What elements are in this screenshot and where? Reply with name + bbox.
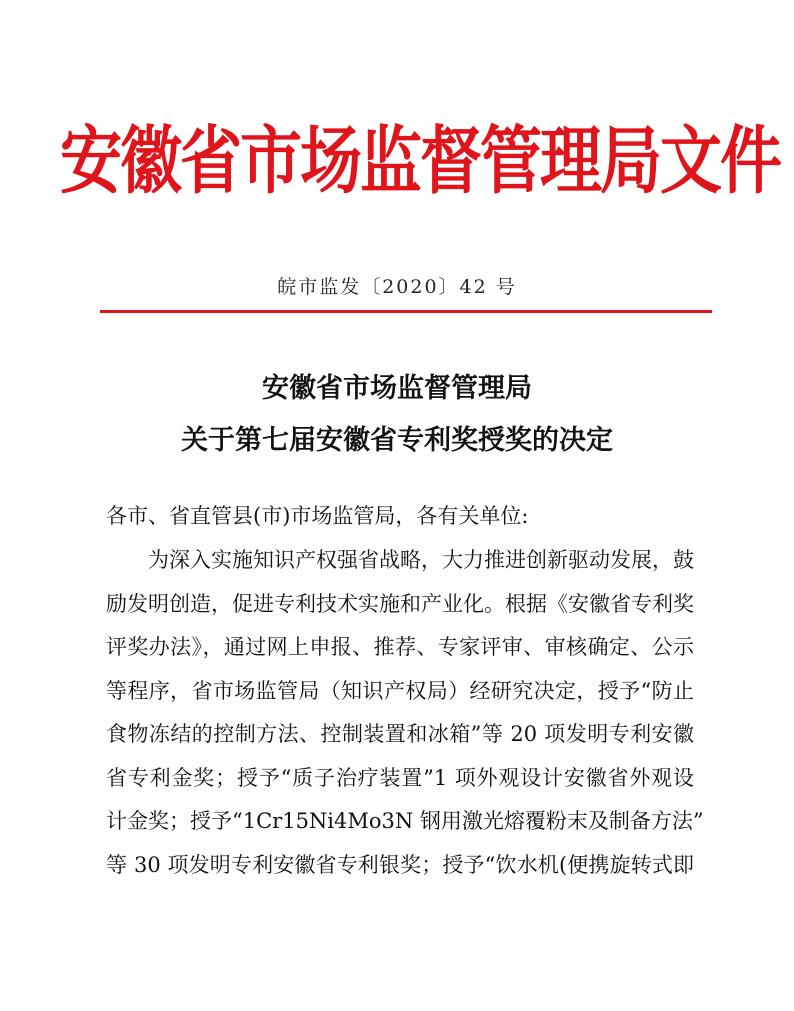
salutation: 各市、省直管县(市)市场监管局，各有关单位: — [106, 504, 529, 528]
document-title-line-2: 关于第七届安徽省专利奖授奖的决定 — [181, 425, 613, 456]
body-line: 等程序，省市场监管局（知识产权局）经研究决定，授予“防止 — [106, 679, 694, 703]
document-number: 皖市监发〔2020〕42 号 — [277, 276, 517, 298]
body-line: 计金奖；授予“1Cr15Ni4Mo3N 钢用激光熔覆粉末及制备方法” — [106, 809, 704, 833]
body-line: 等 30 项发明专利安徽省专利银奖；授予“饮水机(便携旋转式即 — [106, 853, 694, 877]
issuer-masthead: 安徽省市场监督管理局文件 — [60, 117, 781, 204]
body-line: 食物冻结的控制方法、控制装置和冰箱”等 20 项发明专利安徽 — [106, 722, 694, 746]
body-line: 为深入实施知识产权强省战略，大力推进创新驱动发展，鼓 — [148, 548, 694, 572]
document-title-line-1: 安徽省市场监督管理局 — [262, 373, 532, 404]
body-line: 励发明创造，促进专利技术实施和产业化。根据《安徽省专利奖 — [106, 592, 694, 616]
body-line: 省专利金奖；授予“质子治疗装置”1 项外观设计安徽省外观设 — [106, 766, 694, 790]
body-line: 评奖办法》，通过网上申报、推荐、专家评审、审核确定、公示 — [106, 635, 694, 659]
red-divider-line — [100, 310, 712, 313]
